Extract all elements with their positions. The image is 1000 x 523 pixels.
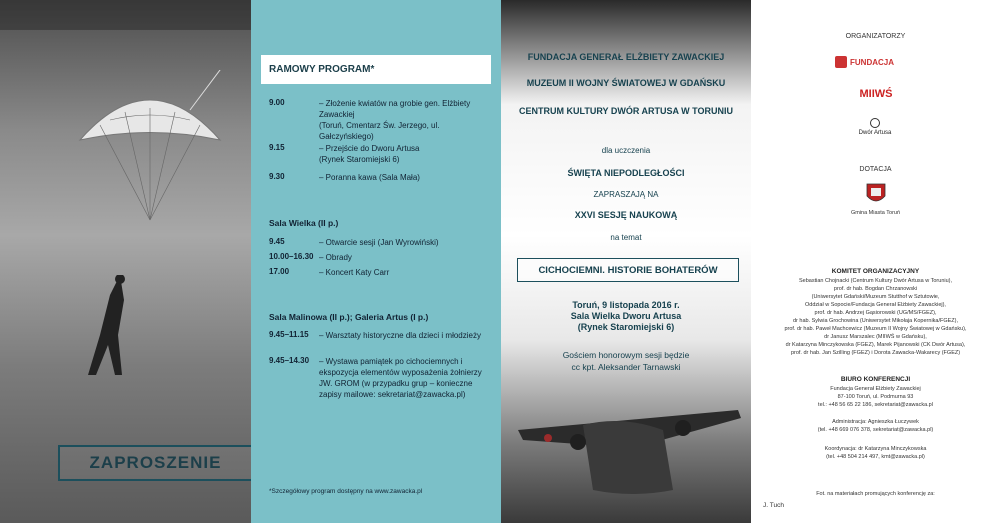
komitet-line: dr Katarzyna Minczykowska (FGEZ), Marek Pijanowski (CK Dwór Artusa), — [785, 342, 966, 348]
paratrooper-figure — [80, 275, 140, 385]
section-sala-wielka: Sala Wielka (II p.) — [269, 218, 339, 228]
organizer-1: FUNDACJA GENERAŁ ELŻBIETY ZAWACKIEJ — [527, 52, 725, 62]
program-time: 9.45–11.15 — [269, 330, 309, 339]
zaproszenie-box — [58, 445, 251, 481]
program-row — [269, 267, 489, 278]
koord-line: Koordynacja: dr Katarzyna Minczykowska — [824, 446, 927, 452]
program-desc: – Obrady — [319, 253, 352, 262]
session-date: Toruń, 9 listopada 2016 r. — [572, 300, 680, 310]
komitet-line: dr Janusz Marszalec (MIIWŚ w Gdańsku), — [824, 334, 927, 340]
komitet-line: dr hab. Sylwia Grochowina (Uniwersytet Mikołaja Kopernika/FGEZ), — [792, 318, 959, 324]
komitet-line: prof. dr hab. Bogdan Chrzanowski — [833, 286, 918, 292]
program-note: (Toruń, Cmentarz Św. Jerzego, ul. Gałczyńskiego) — [319, 121, 440, 141]
dla-uczczenia: dla uczczenia — [601, 146, 651, 155]
program-desc: – Warsztaty historyczne dla dzieci i młodzieży — [319, 331, 481, 340]
program-desc: – Wystawa pamiątek po cichociemnych i ekspozycja elementów wyposażenia żołnierzy JW. GROM (w przypadku grup – konieczne zapisy mailowe: sekretariat@zawacka.pl) — [319, 357, 482, 399]
organizer-2: MUZEUM II WOJNY ŚWIATOWEJ W GDAŃSKU — [526, 78, 726, 88]
program-footnote: *Szczegółowy program dostępny na www.zawacka.pl — [269, 488, 423, 495]
program-row — [269, 143, 489, 165]
organizer-3: CENTRUM KULTURY DWÓR ARTUSA W TORUNIU — [519, 106, 733, 116]
torun-coat-of-arms — [865, 182, 887, 206]
komitet-line: Sebastian Chojnacki (Centrum Kultury Dwór Artusa w Toruniu), — [798, 278, 953, 284]
program-row — [269, 252, 489, 263]
biuro-line: 87-100 Toruń, ul. Podmurna 93 — [837, 394, 914, 400]
invitation-panel — [501, 0, 751, 523]
dwor-artusa-logo — [855, 118, 895, 144]
guest-line-2: cc kpt. Aleksander Tarnawski — [571, 362, 681, 372]
program-row — [269, 237, 489, 248]
program-time: 9.15 — [269, 143, 285, 152]
session-place: Sala Wielka Dworu Artusa — [570, 311, 682, 321]
photo-credit-author: J. Tuch — [763, 502, 784, 509]
session-title: CICHOCIEMNI. HISTORIE BOHATERÓW — [538, 264, 718, 276]
program-row — [269, 172, 489, 183]
program-desc: – Koncert Katy Carr — [319, 268, 390, 277]
program-time: 10.00–16.30 — [269, 252, 314, 261]
program-time: 17.00 — [269, 267, 290, 276]
komitet-line: prof. dr hab. Jan Szilling (FGEZ) i Dorota Zawacka-Wakarecy (FGEZ) — [790, 350, 961, 356]
program-row — [269, 98, 489, 142]
program-desc: – Złożenie kwiatów na grobie gen. Elżbiety Zawackiej — [319, 99, 471, 119]
parachute-image — [70, 70, 230, 230]
biuro-line: Fundacja Generał Elżbiety Zawackiej — [830, 386, 921, 392]
program-note: (Rynek Staromiejski 6) — [319, 155, 400, 164]
komitet-line: Oddział w Sopocie/Fundacja Generał Elżbiety Zawackiej), — [805, 302, 946, 308]
dwor-artusa-icon — [870, 118, 880, 128]
fundacja-logo-text: FUNDACJA — [850, 57, 894, 67]
program-title: RAMOWY PROGRAM* — [269, 64, 375, 75]
program-desc: – Przejście do Dworu Artusa — [319, 144, 420, 153]
program-time: 9.30 — [269, 172, 285, 181]
organizatorzy-label: ORGANIZATORZY — [845, 33, 906, 40]
zapraszaja-na: ZAPRASZAJĄ NA — [593, 190, 659, 199]
dwor-artusa-text: Dwór Artusa — [858, 130, 892, 136]
komitet-heading: KOMITET ORGANIZACYJNY — [831, 268, 920, 275]
dotacja-label: DOTACJA — [859, 166, 892, 173]
program-time: 9.45–14.30 — [269, 356, 310, 365]
program-desc: – Otwarcie sesji (Jan Wyrowiński) — [319, 238, 439, 247]
bomber-plane-image — [513, 390, 743, 500]
admin-line: Administracja: Agnieszka Łuczywek — [832, 419, 919, 425]
program-time: 9.45 — [269, 237, 285, 246]
biuro-heading: BIURO KONFERENCJI — [840, 376, 911, 383]
komitet-line: (Uniwersytet Gdański/Muzeum Stutthof w Sztutowie, — [811, 294, 940, 300]
program-panel — [251, 0, 501, 523]
session-address: (Rynek Staromiejski 6) — [577, 322, 675, 332]
fundacja-logo-icon — [835, 56, 847, 68]
organizers-panel — [751, 0, 1000, 523]
koord-line: (tel. +48 504 214 497, kmt@zawacka.pl) — [826, 454, 925, 460]
swieta-niepodleglosci: ŚWIĘTA NIEPODLEGŁOŚCI — [567, 168, 685, 178]
miiws-logo: MIIWŚ — [859, 88, 893, 100]
photo-credit: Fot. na materiałach promujących konferencję za: — [816, 491, 935, 497]
fundacja-logo — [835, 52, 925, 72]
guest-line-1: Gościem honorowym sesji będzie — [562, 350, 690, 360]
parachute-photo-panel — [0, 0, 251, 523]
title-box — [517, 258, 739, 282]
program-desc: – Poranna kawa (Sala Mała) — [319, 173, 420, 182]
photo-top-shadow — [0, 0, 251, 30]
admin-line: (tel. +48 669 076 378, sekretariat@zawacka.pl) — [817, 427, 934, 433]
program-time: 9.00 — [269, 98, 285, 107]
komitet-line: prof. dr hab. Paweł Machcewicz (Muzeum II Wojny Światowej w Gdańsku), — [784, 326, 967, 332]
biuro-line: tel.: +48 56 65 22 186, sekretariat@zawacka.pl — [818, 402, 933, 408]
program-row — [269, 330, 489, 341]
gmina-label: Gmina Miasta Toruń — [850, 210, 901, 216]
section-sala-malinowa: Sala Malinowa (II p.); Galeria Artus (I p.) — [269, 312, 429, 322]
na-temat: na temat — [610, 233, 642, 242]
zaproszenie-label: ZAPROSZENIE — [89, 453, 222, 472]
program-row — [269, 356, 489, 400]
komitet-line: prof. dr hab. Andrzej Gąsiorowski (UG/MS/FGEZ), — [814, 310, 937, 316]
sesja-naukowa: XXVI SESJĘ NAUKOWĄ — [574, 210, 678, 220]
